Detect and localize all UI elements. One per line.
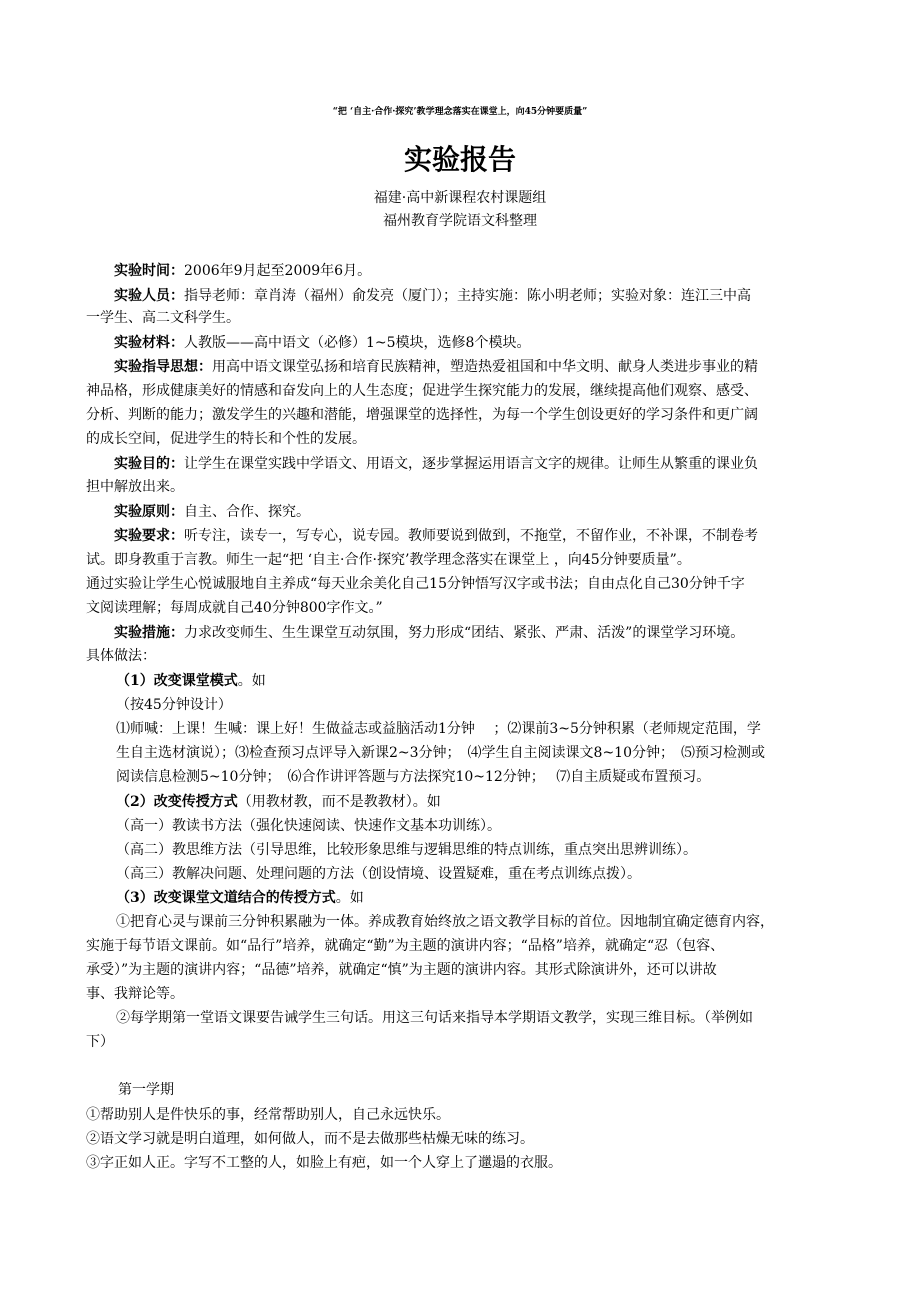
field-label: 实验时间： <box>114 263 184 279</box>
field-requirement-cont: 试。即身教重于言教。师生一起“把 ‘自主·合作·探究’教学理念落实在课堂上 ，向45分钟要质量”。 <box>86 552 691 568</box>
field-idea-cont: 神品格，形成健康美好的情感和奋发向上的人生态度；促进学生探究能力的发展，继续提高他们观察、感受、 <box>86 383 758 399</box>
section-heading-bold: （2）改变传授方式 <box>116 794 238 810</box>
field-label: 实验材料： <box>114 335 184 351</box>
section-text: 阅读信息检测5~10分钟； ⑹合作讲评答题与方法探究10~12分钟； ⑺自主质疑或布置预习。 <box>116 769 711 785</box>
section-text: （高二）教思维方法（引导思维，比较形象思维与逻辑思维的特点训练，重点突出思辨训练）。 <box>116 842 697 858</box>
field-label: 实验原则： <box>114 504 184 520</box>
field-text: 让学生在课堂实践中学语文、用语文，逐步掌握运用语言文字的规律。让师生从繁重的课业负 <box>184 456 758 472</box>
section-text: （高一）教读书方法（强化快速阅读、快速作文基本功训练）。 <box>116 818 501 834</box>
field-text: 听专注，读专一，写专心，说专园。教师要说到做到，不拖堂，不留作业，不补课，不制卷考 <box>184 528 758 544</box>
field-goal <box>114 455 758 473</box>
field-people <box>114 287 751 305</box>
section-text: 事、我辩论等。 <box>86 986 184 1002</box>
field-requirement <box>114 527 758 545</box>
field-label: 实验要求： <box>114 528 184 544</box>
section-heading <box>116 672 266 690</box>
field-requirement-cont: 通过实验让学生心悦诚服地自主养成“每天业余美化自己15分钟悟写汉字或书法；自由点化自己30分钟千字 <box>86 576 745 592</box>
field-time <box>114 262 371 280</box>
field-text: 指导老师：章肖涛（福州）俞发亮（厦门）；主持实施：陈小明老师；实验对象：连江三中高 <box>184 288 751 304</box>
section-text: ①把育心灵与课前三分钟积累融为一体。养成教育始终放之语文教学目标的首位。因地制宜确定德育内容， <box>116 914 774 930</box>
field-material <box>114 334 530 352</box>
field-measure <box>114 624 744 642</box>
section-text: 下） <box>86 1034 114 1050</box>
list-item: ③字正如人正。字写不工整的人，如脸上有疤，如一个人穿上了邋遢的衣服。 <box>86 1155 562 1171</box>
section-heading-bold: （3）改变课堂文道结合的传授方式 <box>116 890 336 906</box>
section-heading-rest: 。如 <box>335 890 364 906</box>
field-label: 实验人员： <box>114 288 184 304</box>
field-requirement-cont: 文阅读理解；每周成就自己40分钟800字作文。” <box>86 600 383 616</box>
field-principle <box>114 503 310 521</box>
field-text: 用高中语文课堂弘扬和培育民族精神，塑造热爱祖国和中华文明、献身人类进步事业的精 <box>212 359 758 375</box>
field-idea <box>114 358 758 376</box>
section-text: ②每学期第一堂语文课要告诫学生三句话。用这三句话来指导本学期语文教学，实现三维目标。（举例如 <box>116 1010 753 1026</box>
section-heading-bold: （1）改变课堂模式 <box>116 673 238 689</box>
report-heading: 实验报告 <box>403 143 516 176</box>
section-text: （高三）教解决问题、处理问题的方法（创设情境、设置疑难，重在考点训练点拨）。 <box>116 866 641 882</box>
section-heading-rest: （用教材教，而不是教教材）。如 <box>237 794 441 810</box>
org-line-2: 福州教育学院语文科整理 <box>383 213 537 229</box>
org-line-1: 福建·高中新课程农村课题组 <box>373 190 547 206</box>
field-text: 自主、合作、探究。 <box>184 504 310 520</box>
section-heading <box>116 793 441 811</box>
section-heading <box>116 889 364 907</box>
field-label: 实验指导思想： <box>114 359 212 375</box>
field-text: 力求改变师生、生生课堂互动氛围，努力形成“团结、紧张、严肃、活泼”的课堂学习环境。 <box>184 625 745 641</box>
section-text: 承受）”为主题的演讲内容；“品德”培养，就确定“慎”为主题的演讲内容。其形式除演讲外，还可以讲故 <box>86 962 717 978</box>
field-text: 2006年9月起至2009年6月。 <box>184 263 372 279</box>
section-text: 生自主选材演说）；⑶检查预习点评导入新课2~3分钟； ⑷学生自主阅读课文8~10分钟； ⑸预习检测或 <box>116 745 765 761</box>
field-label: 实验措施： <box>114 625 184 641</box>
list-item: ②语文学习就是明白道理，如何做人，而不是去做那些枯燥无味的练习。 <box>86 1131 534 1147</box>
field-text: 人教版——高中语文（必修）1~5模块，选修8个模块。 <box>184 335 531 351</box>
field-goal-cont: 担中解放出来。 <box>86 479 184 495</box>
field-measure-cont: 具体做法： <box>86 648 156 664</box>
document-title: “把 ‘自主·合作·探究’教学理念落实在课堂上，向45分钟要质量” <box>332 107 588 117</box>
section-note: （按45分钟设计） <box>116 697 232 713</box>
field-idea-cont: 的成长空间，促进学生的特长和个性的发展。 <box>86 431 366 447</box>
section-text: ⑴师喊：上课！生喊：课上好！生做益志或益脑活动1分钟 ；⑵课前3~5分钟积累（老师规定范围，学 <box>116 721 761 737</box>
list-item: ①帮助别人是件快乐的事，经常帮助别人，自己永远快乐。 <box>86 1107 450 1123</box>
field-idea-cont: 分析、判断的能力；激发学生的兴趣和潜能，增强课堂的选择性，为每一个学生创设更好的学习条件和更广阔 <box>86 407 758 423</box>
section-heading-rest: 。如 <box>237 673 266 689</box>
semester-title: 第一学期 <box>118 1082 174 1098</box>
field-label: 实验目的： <box>114 456 184 472</box>
section-text: 实施于每节语文课前。如“品行”培养，就确定“勤”为主题的演讲内容；“品格”培养，就确定“忍（包容、 <box>86 938 725 954</box>
field-people-cont: 一学生、高二文科学生。 <box>86 310 240 326</box>
